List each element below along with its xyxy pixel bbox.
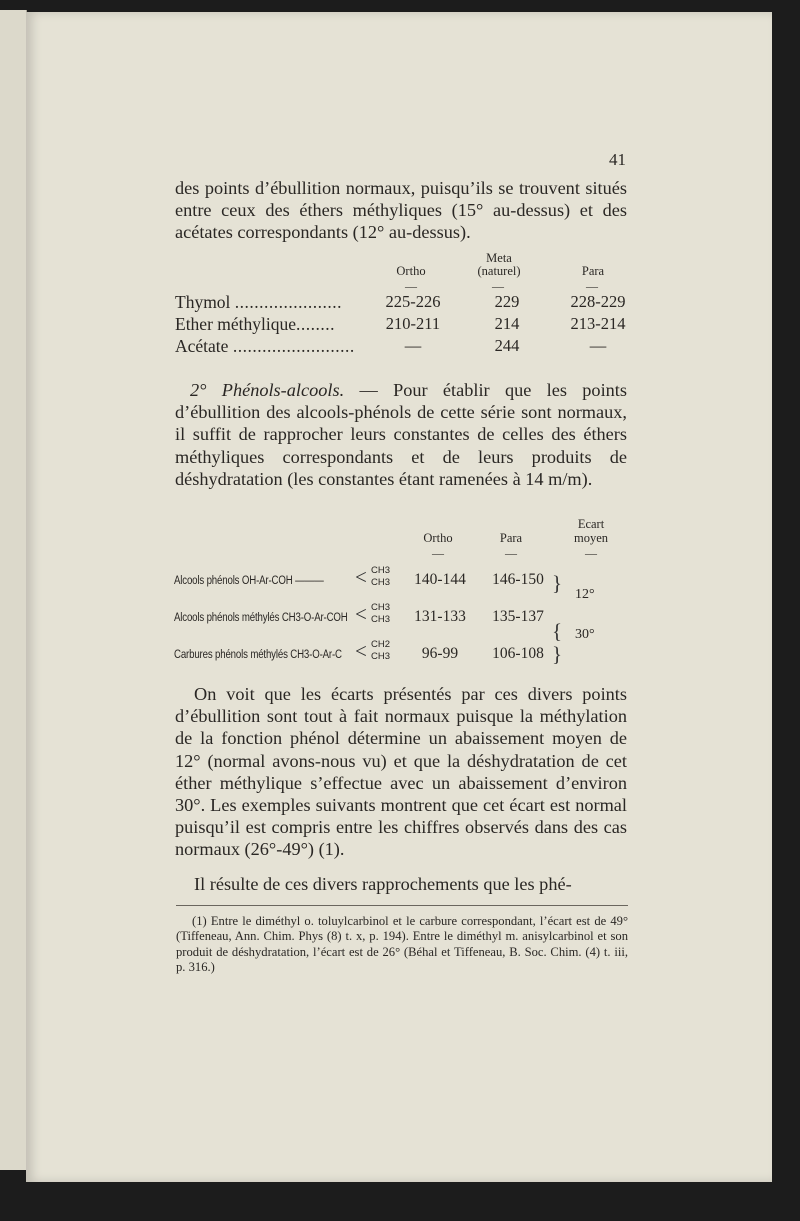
header-meta-naturel: (naturel) <box>477 264 521 278</box>
cell-ortho: 225-226 <box>385 292 441 311</box>
row-label: Acétate ......................... <box>175 336 355 356</box>
brace-icon: } <box>552 571 563 595</box>
compound-name: Carbures phénols méthylés CH3-O-Ar-C <box>174 647 342 661</box>
cell-meta: 244 <box>494 336 520 355</box>
branch-bottom: CH3 <box>371 577 391 588</box>
header-ecart: Ecart <box>577 517 605 531</box>
header-ortho: Ortho <box>396 264 426 278</box>
branch-bottom: CH3 <box>371 651 391 662</box>
header-rule: — <box>492 279 504 293</box>
branch-top: CH3 <box>371 602 391 613</box>
brace-icon: { <box>552 619 563 643</box>
cell-ortho: — <box>404 336 422 355</box>
cell-para: — <box>589 336 607 355</box>
cell-para: 146-150 <box>492 571 544 588</box>
cell-ortho: 140-144 <box>414 571 466 588</box>
header-rule: — <box>505 546 517 560</box>
header-rule: — <box>432 546 444 560</box>
cell-para: 228-229 <box>570 292 626 311</box>
row-label: Ether méthylique........ <box>175 314 336 334</box>
header-rule: — <box>586 279 598 293</box>
branch-top: CH2 <box>371 639 391 650</box>
header-moyen: moyen <box>573 531 609 545</box>
row-label: Thymol ...................... <box>175 292 343 312</box>
cell-para: 135-137 <box>492 608 544 625</box>
cell-para: 213-214 <box>570 314 626 333</box>
cell-meta: 229 <box>494 292 520 311</box>
branch-bottom: CH3 <box>371 614 391 625</box>
compound-name: Alcools phénols OH-Ar-COH ——— <box>174 573 324 587</box>
section-heading: 2° Phénols-alcools. <box>190 380 345 400</box>
ecart-value: 12° <box>575 587 595 602</box>
cell-para: 106-108 <box>492 645 544 662</box>
paragraph-2 <box>175 379 627 490</box>
header-ortho: Ortho <box>423 531 453 545</box>
cell-meta: 214 <box>494 314 520 333</box>
compound-name: Alcools phénols méthylés CH3-O-Ar-COH <box>174 610 348 624</box>
footnote-rule <box>176 905 628 906</box>
paragraph-3: On voit que les écarts présentés par ces divers points d’ébullition sont tout à fait normaux puisque la méthylation de la fonction phénol détermine un abaissement moyen de 12° (normal avons-nous vu) et que la déshydratation de cet éther méthylique s’effectue avec un abaissement d’environ 30°. Les exemples suivants montrent que cet écart est normal puisqu’il est compris entre les chiffres observés dans des cas normaux (26°-49°) (1). <box>175 684 627 860</box>
branch-bracket: < <box>355 565 367 589</box>
cell-ortho: 131-133 <box>414 608 466 625</box>
header-rule: — <box>405 279 417 293</box>
page-number: 41 <box>609 150 626 169</box>
header-rule: — <box>585 546 597 560</box>
facing-page-edge <box>0 10 27 1170</box>
paragraph-2-body: — Pour établir que les points d’ébullition des alcools-phénols de cette série sont normaux, il suffit de rapprocher leurs constantes de celles des éthers méthyliques correspondants et de leurs produits de déshydratation (les constantes étant ramenées à 14 m/m). <box>175 380 627 489</box>
branch-bracket: < <box>355 602 367 626</box>
paragraph-4: Il résulte de ces divers rapprochements que les phé- <box>194 874 572 894</box>
cell-ortho: 210-211 <box>385 314 441 333</box>
paragraph-1: des points d’ébullition normaux, puisqu’ils se trouvent situés entre ceux des éthers méthyliques (15° au-dessus) et des acétates correspondants (12° au-dessus). <box>175 178 627 243</box>
header-para: Para <box>581 264 605 278</box>
branch-top: CH3 <box>371 565 391 576</box>
footnote: (1) Entre le diméthyl o. toluylcarbinol et le carbure correspondant, l’écart est de 49° (Tiffeneau, Ann. Chim. Phys (8) t. x, p. 194). Entre le diméthyl m. anisylcarbinol et son produit de déshydratation, l’écart est de 26° (Béhal et Tiffeneau, B. Soc. Chim. (4) t. iii, p. 316.) <box>176 914 628 974</box>
cell-ortho: 96-99 <box>421 645 459 662</box>
brace-icon: } <box>552 642 563 666</box>
header-para: Para <box>499 531 523 545</box>
header-meta: Meta <box>486 251 512 265</box>
branch-bracket: < <box>355 639 367 663</box>
ecart-value: 30° <box>575 627 595 642</box>
